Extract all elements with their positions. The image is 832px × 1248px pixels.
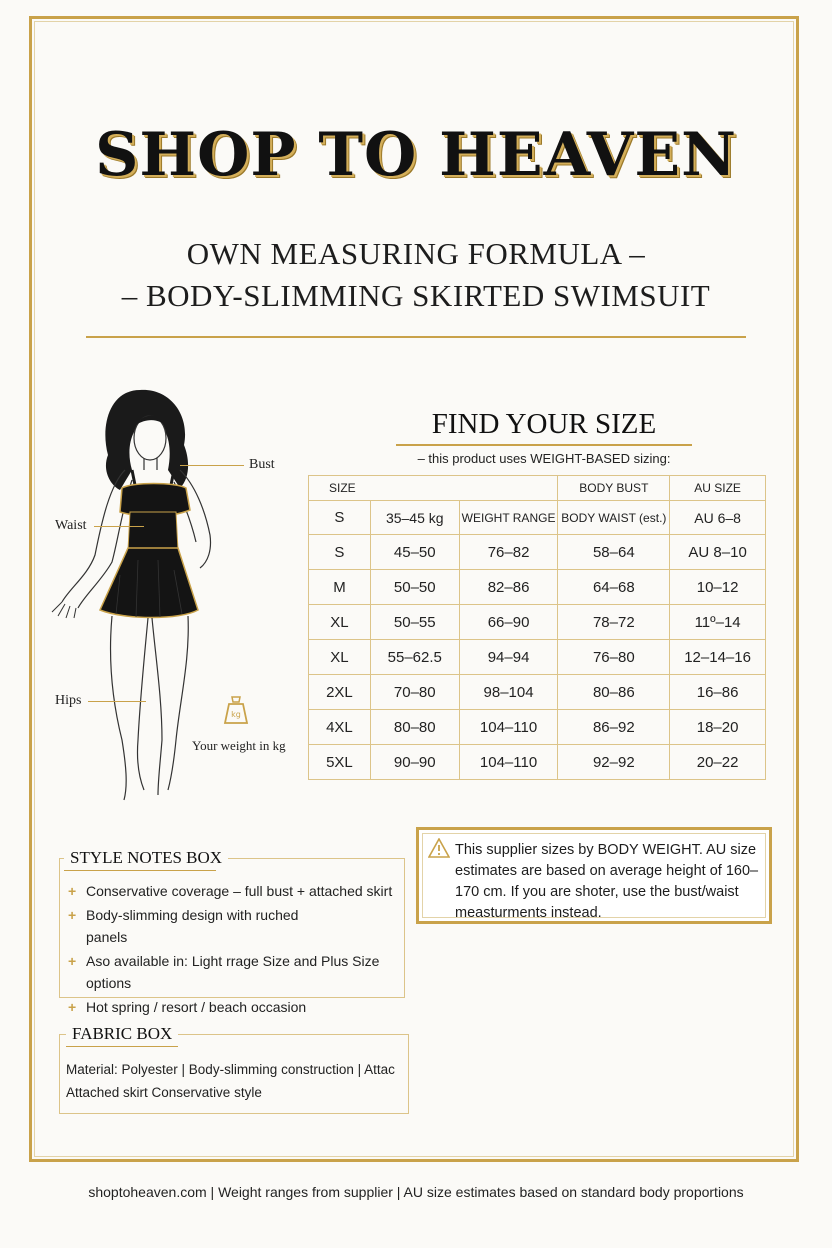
table-cell: 104–110 [459, 745, 558, 780]
table-cell: 10–12 [670, 570, 766, 605]
title-divider [86, 336, 746, 338]
table-cell: 92–92 [558, 745, 670, 780]
model-illustration [40, 370, 340, 830]
table-cell: 4XL [309, 710, 371, 745]
table-row [309, 675, 766, 710]
note-text: Aso available in: Light rrage Size and Plus Size options [86, 953, 380, 991]
table-cell: 18–20 [670, 710, 766, 745]
table-cell: 5XL [309, 745, 371, 780]
svg-text:kg: kg [231, 710, 241, 719]
table-cell: 98–104 [459, 675, 558, 710]
table-cell: 16–86 [670, 675, 766, 710]
table-cell: S [309, 535, 371, 570]
find-size-title: FIND YOUR SIZE [431, 408, 657, 440]
note-text: Body-slimming design with ruched panels [86, 907, 299, 945]
table-cell: WEIGHT RANGE [459, 501, 558, 535]
fabric-line-1: Material: Polyester | Body-slimming construction | Attac [66, 1062, 395, 1077]
size-table [308, 475, 766, 780]
table-header-row [309, 476, 766, 501]
brand-title: SHOP TO HEAVEN [95, 120, 737, 190]
table-subheader-row [309, 501, 766, 535]
table-cell: XL [309, 605, 371, 640]
table-cell: 11º–14 [670, 605, 766, 640]
note-text: Conservative coverage – full bust + attached skirt [86, 883, 393, 899]
list-item [68, 880, 408, 902]
table-cell: AU 6–8 [670, 501, 766, 535]
subtitle-line-2: – BODY-SLIMMING SKIRTED SWIMSUIT [121, 278, 711, 313]
bust-label: Bust [249, 457, 275, 472]
table-cell: 76–80 [558, 640, 670, 675]
warning-text: This supplier sizes by BODY WEIGHT. AU size estimates are based on average height of 160–170 cm. If you are shoter, use the bust/waist measturments instead. [455, 842, 759, 921]
table-cell: 70–80 [370, 675, 459, 710]
table-cell: 45–50 [370, 535, 459, 570]
table-cell: 78–72 [558, 605, 670, 640]
table-row [309, 605, 766, 640]
waist-pointer-line [94, 526, 144, 527]
table-cell: 104–110 [459, 710, 558, 745]
table-cell: 12–14–16 [670, 640, 766, 675]
table-row [309, 745, 766, 780]
table-cell: 76–82 [459, 535, 558, 570]
table-cell: 50–50 [370, 570, 459, 605]
table-row [309, 535, 766, 570]
table-row [309, 570, 766, 605]
table-cell: 90–90 [370, 745, 459, 780]
subtitle-line-1: OWN MEASURING FORMULA – [186, 236, 646, 271]
style-notes-title-rule [64, 870, 216, 871]
table-cell: AU 8–10 [670, 535, 766, 570]
table-cell: 94–94 [459, 640, 558, 675]
table-cell: 35–45 kg [370, 501, 459, 535]
hips-pointer-line [88, 701, 146, 702]
style-notes-title: STYLE NOTES BOX [64, 848, 228, 868]
footer-text: shoptoheaven.com | Weight ranges from supplier | AU size estimates based on standard body proportions [88, 1184, 744, 1200]
table-cell: 64–68 [558, 570, 670, 605]
table-row [309, 640, 766, 675]
find-size-note: – this product uses WEIGHT-BASED sizing: [417, 451, 671, 466]
hips-label: Hips [55, 693, 82, 708]
header-au-size: AU SIZE [670, 476, 766, 501]
list-item [68, 996, 408, 1018]
note-text: Hot spring / resort / beach occasion [86, 999, 307, 1015]
fabric-text [66, 1058, 410, 1104]
plus-icon: + [68, 999, 77, 1015]
warning-icon [428, 838, 450, 858]
table-cell: 2XL [309, 675, 371, 710]
fabric-title-rule [66, 1046, 178, 1047]
table-cell: S [309, 501, 371, 535]
table-cell: 20–22 [670, 745, 766, 780]
bust-pointer-line [180, 465, 244, 466]
table-cell: 82–86 [459, 570, 558, 605]
plus-icon: + [68, 907, 77, 923]
plus-icon: + [68, 883, 77, 899]
waist-label: Waist [55, 518, 87, 533]
table-cell: 80–86 [558, 675, 670, 710]
header-body-bust: BODY BUST [558, 476, 670, 501]
table-row [309, 710, 766, 745]
weight-caption: Your weight in kg [192, 738, 286, 753]
fabric-title: FABRIC BOX [66, 1024, 178, 1044]
list-item [68, 950, 408, 994]
table-cell: 55–62.5 [370, 640, 459, 675]
table-cell: M [309, 570, 371, 605]
table-cell: 80–80 [370, 710, 459, 745]
plus-icon: + [68, 953, 77, 969]
table-cell: XL [309, 640, 371, 675]
style-notes-list [68, 880, 408, 1020]
header-size: SIZE [309, 476, 558, 501]
fabric-line-2: Attached skirt Conservative style [66, 1085, 262, 1100]
table-cell: 86–92 [558, 710, 670, 745]
table-cell: 58–64 [558, 535, 670, 570]
list-item [68, 904, 316, 948]
weight-icon [223, 695, 249, 725]
table-cell: 66–90 [459, 605, 558, 640]
find-size-underline [396, 444, 692, 446]
table-cell: 50–55 [370, 605, 459, 640]
weight-warning-box [416, 827, 772, 924]
table-cell: BODY WAIST (est.) [558, 501, 670, 535]
